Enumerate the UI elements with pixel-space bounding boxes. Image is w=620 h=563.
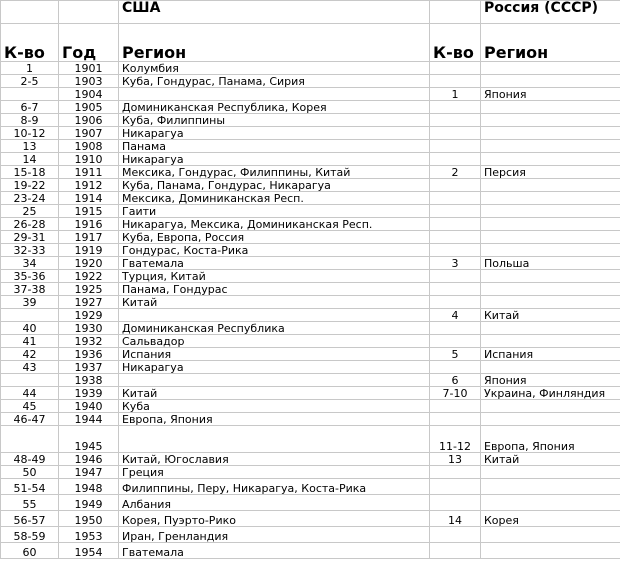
- region-cell[interactable]: Мексика, Гондурас, Филиппины, Китай: [119, 166, 430, 179]
- region2-cell[interactable]: [481, 140, 620, 153]
- count2-cell[interactable]: 5: [430, 348, 481, 361]
- count-cell[interactable]: 23-24: [1, 192, 59, 205]
- count-cell[interactable]: 29-31: [1, 231, 59, 244]
- region2-cell[interactable]: [481, 361, 620, 374]
- table-row: [1, 283, 620, 296]
- column-header-row: [1, 24, 620, 62]
- count-cell[interactable]: 32-33: [1, 244, 59, 257]
- count-header[interactable]: К-во: [1, 24, 59, 62]
- count-cell[interactable]: 41: [1, 335, 59, 348]
- table-row: [1, 361, 620, 374]
- count-cell[interactable]: 14: [1, 153, 59, 166]
- count-cell[interactable]: 44: [1, 387, 59, 400]
- table-row: [1, 495, 620, 511]
- count-cell[interactable]: 45: [1, 400, 59, 413]
- region2-cell[interactable]: [481, 466, 620, 479]
- count-cell[interactable]: 15-18: [1, 166, 59, 179]
- table-row: [1, 387, 620, 400]
- table-row: [1, 309, 620, 322]
- region-cell[interactable]: Испания: [119, 348, 430, 361]
- region-cell[interactable]: [119, 374, 430, 387]
- year-cell[interactable]: 1948: [59, 479, 119, 495]
- region-cell[interactable]: Куба, Европа, Россия: [119, 231, 430, 244]
- region2-cell[interactable]: Испания: [481, 348, 620, 361]
- region2-cell[interactable]: [481, 192, 620, 205]
- region2-cell[interactable]: Япония: [481, 374, 620, 387]
- table-row: [1, 374, 620, 387]
- region2-cell[interactable]: [481, 543, 620, 559]
- region-cell[interactable]: Куба, Панама, Гондурас, Никарагуа: [119, 179, 430, 192]
- group-header-row: [1, 1, 620, 24]
- count-cell[interactable]: [1, 88, 59, 101]
- region2-cell[interactable]: [481, 231, 620, 244]
- count2-cell[interactable]: [430, 101, 481, 114]
- region-cell[interactable]: [119, 426, 430, 453]
- region-cell[interactable]: Корея, Пуэрто-Рико: [119, 511, 430, 527]
- table-row: [1, 62, 620, 75]
- region2-cell[interactable]: [481, 479, 620, 495]
- region2-cell[interactable]: [481, 153, 620, 166]
- count2-cell[interactable]: 13: [430, 453, 481, 466]
- empty-cell[interactable]: [430, 1, 481, 24]
- region-cell[interactable]: Китай: [119, 387, 430, 400]
- table-row: [1, 166, 620, 179]
- table-row: [1, 348, 620, 361]
- table-row: [1, 400, 620, 413]
- region2-cell[interactable]: [481, 179, 620, 192]
- year-cell[interactable]: 1927: [59, 296, 119, 309]
- region-cell[interactable]: Доминиканская Республика, Корея: [119, 101, 430, 114]
- table-row: [1, 88, 620, 101]
- count-cell[interactable]: 13: [1, 140, 59, 153]
- year-cell[interactable]: 1936: [59, 348, 119, 361]
- table-row: [1, 127, 620, 140]
- count-cell[interactable]: 37-38: [1, 283, 59, 296]
- count2-cell[interactable]: [430, 231, 481, 244]
- region-cell[interactable]: Доминиканская Республика: [119, 322, 430, 335]
- table-row: [1, 335, 620, 348]
- region-cell[interactable]: Китай, Югославия: [119, 453, 430, 466]
- year-cell[interactable]: 1947: [59, 466, 119, 479]
- table-row: [1, 270, 620, 283]
- year-cell[interactable]: 1920: [59, 257, 119, 270]
- year-cell[interactable]: 1944: [59, 413, 119, 426]
- count-cell[interactable]: 19-22: [1, 179, 59, 192]
- region-cell[interactable]: Филиппины, Перу, Никарагуа, Коста-Рика: [119, 479, 430, 495]
- count-cell[interactable]: 50: [1, 466, 59, 479]
- year-cell[interactable]: 1907: [59, 127, 119, 140]
- table-row: [1, 231, 620, 244]
- region-header[interactable]: Регион: [119, 24, 430, 62]
- region2-cell[interactable]: [481, 296, 620, 309]
- table-row: [1, 75, 620, 88]
- count-cell[interactable]: 34: [1, 257, 59, 270]
- table-row: [1, 140, 620, 153]
- region-cell[interactable]: Сальвадор: [119, 335, 430, 348]
- count2-cell[interactable]: [430, 140, 481, 153]
- count-cell[interactable]: 25: [1, 205, 59, 218]
- count2-cell[interactable]: [430, 413, 481, 426]
- year-cell[interactable]: 1925: [59, 283, 119, 296]
- region-cell[interactable]: Гватемала: [119, 543, 430, 559]
- empty-cell[interactable]: [59, 1, 119, 24]
- year-cell[interactable]: 1938: [59, 374, 119, 387]
- count2-cell[interactable]: [430, 400, 481, 413]
- year-cell[interactable]: 1929: [59, 309, 119, 322]
- count-cell[interactable]: 42: [1, 348, 59, 361]
- year-cell[interactable]: 1910: [59, 153, 119, 166]
- year-cell[interactable]: 1903: [59, 75, 119, 88]
- year-cell[interactable]: 1940: [59, 400, 119, 413]
- count2-cell[interactable]: [430, 62, 481, 75]
- count-cell[interactable]: 2-5: [1, 75, 59, 88]
- region-cell[interactable]: Гондурас, Коста-Рика: [119, 244, 430, 257]
- region2-cell[interactable]: [481, 413, 620, 426]
- region-cell[interactable]: Никарагуа: [119, 153, 430, 166]
- count-cell[interactable]: 56-57: [1, 511, 59, 527]
- count2-cell[interactable]: [430, 127, 481, 140]
- count2-cell[interactable]: [430, 296, 481, 309]
- count2-cell[interactable]: [430, 244, 481, 257]
- count2-cell[interactable]: 4: [430, 309, 481, 322]
- region-cell[interactable]: Никарагуа: [119, 361, 430, 374]
- year-cell[interactable]: 1949: [59, 495, 119, 511]
- count2-cell[interactable]: 11-12: [430, 426, 481, 453]
- region2-cell[interactable]: [481, 527, 620, 543]
- count-cell[interactable]: 10-12: [1, 127, 59, 140]
- region2-cell[interactable]: Китай: [481, 309, 620, 322]
- region-cell[interactable]: Панама, Гондурас: [119, 283, 430, 296]
- count2-cell[interactable]: [430, 543, 481, 559]
- region-cell[interactable]: [119, 309, 430, 322]
- count-cell[interactable]: [1, 426, 59, 453]
- region-cell[interactable]: Никарагуа: [119, 127, 430, 140]
- table-row: [1, 153, 620, 166]
- year-cell[interactable]: 1937: [59, 361, 119, 374]
- count-cell[interactable]: [1, 309, 59, 322]
- year-cell[interactable]: 1906: [59, 114, 119, 127]
- region2-cell[interactable]: Китай: [481, 453, 620, 466]
- count-cell[interactable]: 48-49: [1, 453, 59, 466]
- year-cell[interactable]: 1914: [59, 192, 119, 205]
- region2-cell[interactable]: [481, 322, 620, 335]
- region-cell[interactable]: Куба: [119, 400, 430, 413]
- count-cell[interactable]: 26-28: [1, 218, 59, 231]
- count2-cell[interactable]: [430, 479, 481, 495]
- count-cell[interactable]: 55: [1, 495, 59, 511]
- region-cell[interactable]: Панама: [119, 140, 430, 153]
- table-row: [1, 192, 620, 205]
- year-cell[interactable]: 1916: [59, 218, 119, 231]
- count-cell[interactable]: 1: [1, 62, 59, 75]
- region2-cell[interactable]: [481, 400, 620, 413]
- region2-cell[interactable]: [481, 114, 620, 127]
- region-cell[interactable]: [119, 88, 430, 101]
- region-cell[interactable]: Куба, Гондурас, Панама, Сирия: [119, 75, 430, 88]
- region2-cell[interactable]: Корея: [481, 511, 620, 527]
- region-cell[interactable]: Иран, Гренландия: [119, 527, 430, 543]
- count2-cell[interactable]: [430, 322, 481, 335]
- count2-cell[interactable]: [430, 205, 481, 218]
- region2-cell[interactable]: Япония: [481, 88, 620, 101]
- count2-cell[interactable]: [430, 218, 481, 231]
- table-row: [1, 511, 620, 527]
- year-header[interactable]: Год: [59, 24, 119, 62]
- table-row: [1, 453, 620, 466]
- region2-cell[interactable]: [481, 218, 620, 231]
- region2-cell[interactable]: [481, 75, 620, 88]
- year-cell[interactable]: 1930: [59, 322, 119, 335]
- count2-cell[interactable]: 1: [430, 88, 481, 101]
- count-cell[interactable]: 51-54: [1, 479, 59, 495]
- count-cell[interactable]: 40: [1, 322, 59, 335]
- year-cell[interactable]: 1901: [59, 62, 119, 75]
- count2-cell[interactable]: [430, 283, 481, 296]
- region2-header[interactable]: Регион: [481, 24, 620, 62]
- count2-cell[interactable]: 2: [430, 166, 481, 179]
- count-cell[interactable]: 6-7: [1, 101, 59, 114]
- count-cell[interactable]: 8-9: [1, 114, 59, 127]
- region-cell[interactable]: Гватемала: [119, 257, 430, 270]
- table-row: [1, 296, 620, 309]
- year-cell[interactable]: 1917: [59, 231, 119, 244]
- region-cell[interactable]: Мексика, Доминиканская Респ.: [119, 192, 430, 205]
- table-row: [1, 426, 620, 453]
- count-cell[interactable]: 60: [1, 543, 59, 559]
- region-cell[interactable]: Греция: [119, 466, 430, 479]
- count2-cell[interactable]: [430, 361, 481, 374]
- count-cell[interactable]: 39: [1, 296, 59, 309]
- region2-cell[interactable]: Европа, Япония: [481, 426, 620, 453]
- table-row: [1, 257, 620, 270]
- count2-cell[interactable]: [430, 335, 481, 348]
- table-row: [1, 413, 620, 426]
- year-cell[interactable]: 1922: [59, 270, 119, 283]
- count-cell[interactable]: 46-47: [1, 413, 59, 426]
- count2-cell[interactable]: [430, 270, 481, 283]
- year-cell[interactable]: 1932: [59, 335, 119, 348]
- year-cell[interactable]: 1911: [59, 166, 119, 179]
- count2-header[interactable]: К-во: [430, 24, 481, 62]
- count-cell[interactable]: 58-59: [1, 527, 59, 543]
- region-cell[interactable]: Китай: [119, 296, 430, 309]
- region2-cell[interactable]: [481, 101, 620, 114]
- region-cell[interactable]: Албания: [119, 495, 430, 511]
- year-cell[interactable]: 1946: [59, 453, 119, 466]
- table-row: [1, 527, 620, 543]
- year-cell[interactable]: 1904: [59, 88, 119, 101]
- table-row: [1, 322, 620, 335]
- table-row: [1, 179, 620, 192]
- count-cell[interactable]: 35-36: [1, 270, 59, 283]
- count2-cell[interactable]: [430, 114, 481, 127]
- empty-cell[interactable]: [1, 1, 59, 24]
- count2-cell[interactable]: [430, 153, 481, 166]
- year-cell[interactable]: 1954: [59, 543, 119, 559]
- year-cell[interactable]: 1939: [59, 387, 119, 400]
- count2-cell[interactable]: [430, 75, 481, 88]
- table-row: [1, 479, 620, 495]
- region2-cell[interactable]: [481, 495, 620, 511]
- table-row: [1, 101, 620, 114]
- table-row: [1, 543, 620, 559]
- count2-cell[interactable]: 6: [430, 374, 481, 387]
- region2-cell[interactable]: Польша: [481, 257, 620, 270]
- count2-cell[interactable]: 14: [430, 511, 481, 527]
- count2-cell[interactable]: [430, 527, 481, 543]
- region-cell[interactable]: Никарагуа, Мексика, Доминиканская Респ.: [119, 218, 430, 231]
- year-cell[interactable]: 1945: [59, 426, 119, 453]
- region2-cell[interactable]: [481, 335, 620, 348]
- year-cell[interactable]: 1915: [59, 205, 119, 218]
- year-cell[interactable]: 1905: [59, 101, 119, 114]
- count2-cell[interactable]: [430, 192, 481, 205]
- region-cell[interactable]: Европа, Япония: [119, 413, 430, 426]
- region-cell[interactable]: Колумбия: [119, 62, 430, 75]
- table-row: [1, 218, 620, 231]
- count2-cell[interactable]: [430, 179, 481, 192]
- region2-cell[interactable]: [481, 205, 620, 218]
- russia-header[interactable]: Россия (СССР): [481, 1, 620, 24]
- table-row: [1, 205, 620, 218]
- count2-cell[interactable]: [430, 466, 481, 479]
- count2-cell[interactable]: 3: [430, 257, 481, 270]
- year-cell[interactable]: 1919: [59, 244, 119, 257]
- region-cell[interactable]: Куба, Филиппины: [119, 114, 430, 127]
- year-cell[interactable]: 1953: [59, 527, 119, 543]
- region2-cell[interactable]: Украина, Финляндия: [481, 387, 620, 400]
- count2-cell[interactable]: [430, 495, 481, 511]
- region2-cell[interactable]: [481, 244, 620, 257]
- region-cell[interactable]: Турция, Китай: [119, 270, 430, 283]
- region2-cell[interactable]: [481, 62, 620, 75]
- count2-cell[interactable]: 7-10: [430, 387, 481, 400]
- region2-cell[interactable]: [481, 127, 620, 140]
- region-cell[interactable]: Гаити: [119, 205, 430, 218]
- table-row: [1, 244, 620, 257]
- table-row: [1, 114, 620, 127]
- table-row: [1, 466, 620, 479]
- region2-cell[interactable]: [481, 270, 620, 283]
- usa-header[interactable]: США: [119, 1, 430, 24]
- year-cell[interactable]: 1912: [59, 179, 119, 192]
- region2-cell[interactable]: [481, 283, 620, 296]
- count-cell[interactable]: 43: [1, 361, 59, 374]
- count-cell[interactable]: [1, 374, 59, 387]
- year-cell[interactable]: 1950: [59, 511, 119, 527]
- year-cell[interactable]: 1908: [59, 140, 119, 153]
- region2-cell[interactable]: Персия: [481, 166, 620, 179]
